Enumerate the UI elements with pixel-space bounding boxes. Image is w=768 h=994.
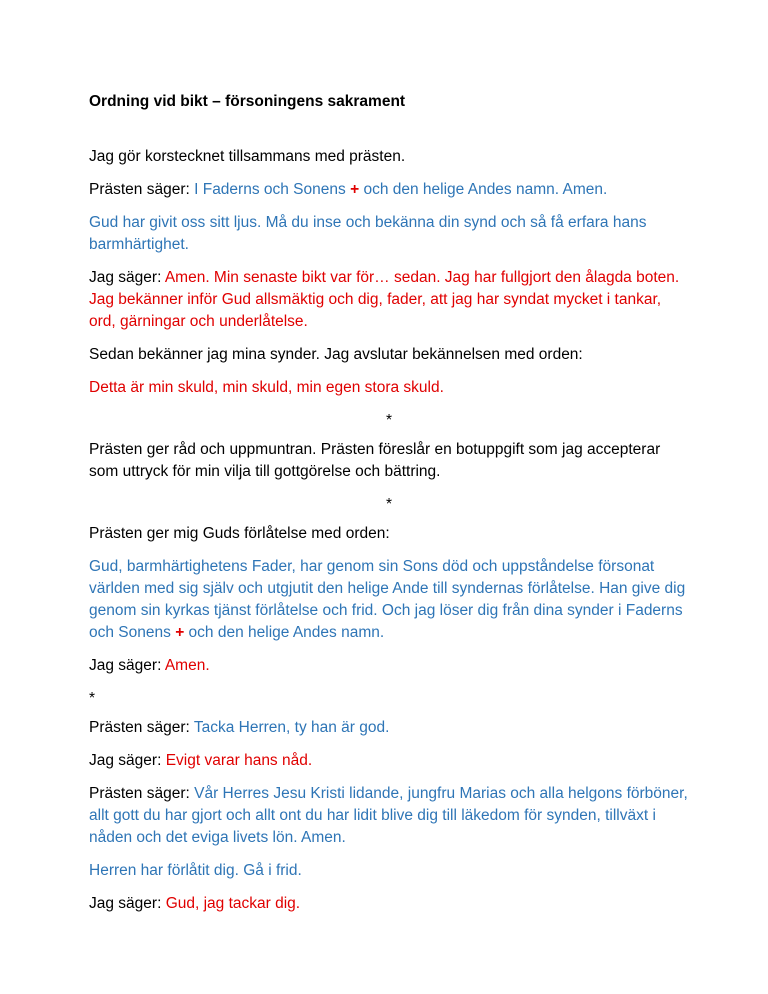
speaker-label: Jag säger: [89,657,165,674]
priest-text: och den helige Andes namn. [184,624,385,641]
priest-text: Tacka Herren, ty han är god. [193,719,390,736]
penitent-text: Evigt varar hans nåd. [165,752,313,769]
paragraph-advice: Prästen ger råd och uppmuntran. Prästen föreslår en botuppgift som jag accepterar som uttryck för min vilja till gottgörelse och bättring. [89,441,661,480]
paragraph-penitent-confession [89,267,689,333]
speaker-label: Jag säger: [89,269,165,286]
speaker-label: Jag säger: [89,895,166,912]
penitent-text: Amen. [164,657,210,674]
priest-text: I Faderns och Sonens [194,181,351,198]
paragraph-absolution [89,556,689,644]
paragraph-penitent-thanks [89,893,689,915]
paragraph-priest-opening [89,179,689,201]
separator-star: * [385,412,393,429]
priest-text: Vår Herres Jesu Kristi lidande, jungfru Marias och alla helgons förböner, allt gott du har gjort och allt ont du har lidit blive dig till läkedom för synden, tillväxt i nåden och det eviga livets lön. Amen. [89,785,688,846]
cross-mark: + [350,181,360,198]
priest-text: och den helige Andes namn. Amen. [359,181,608,198]
paragraph-dismissal: Herren har förlåtit dig. Gå i frid. [89,862,302,879]
paragraph-sign-of-cross: Jag gör korstecknet tillsammans med prästen. [89,148,406,165]
paragraph-absolution-intro: Prästen ger mig Guds förlåtelse med orden: [89,525,390,542]
paragraph-priest-blessing [89,783,689,849]
paragraph-penitent-amen [89,655,689,677]
penitent-text: Gud, jag tackar dig. [165,895,301,912]
speaker-label: Prästen säger: [89,181,195,198]
paragraph-confess-sins: Sedan bekänner jag mina synder. Jag avslutar bekännelsen med orden: [89,346,583,363]
speaker-label: Jag säger: [89,752,166,769]
document-title: Ordning vid bikt – försoningens sakrament [89,93,406,110]
penitent-text: Amen. Min senaste bikt var för… sedan. Jag har fullgjort den ålagda boten. Jag bekänner inför Gud allsmäktig och dig, fader, att jag har syndat mycket i tankar, ord, gärningar och underlåtelse. [89,269,680,330]
document-body [89,91,689,926]
priest-text: Gud, barmhärtighetens Fader, har genom sin Sons död och uppståndelse försonat världen med sig själv och utgjutit den helige Ande till syndernas förlåtelse. Han give dig genom sin kyrkas tjänst förlåtelse och frid. Och jag löser dig från dina synder i Faderns och Sonens [89,558,686,641]
separator-star: * [385,496,393,513]
separator-star: * [89,690,96,707]
paragraph-priest-thanks [89,717,689,739]
speaker-label: Prästen säger: [89,785,195,802]
cross-mark: + [175,624,185,641]
paragraph-my-fault: Detta är min skuld, min skuld, min egen stora skuld. [89,379,444,396]
speaker-label: Prästen säger: [89,719,194,736]
paragraph-priest-light: Gud har givit oss sitt ljus. Må du inse och bekänna din synd och så få erfara hans barmhärtighet. [89,214,647,253]
paragraph-penitent-response [89,750,689,772]
